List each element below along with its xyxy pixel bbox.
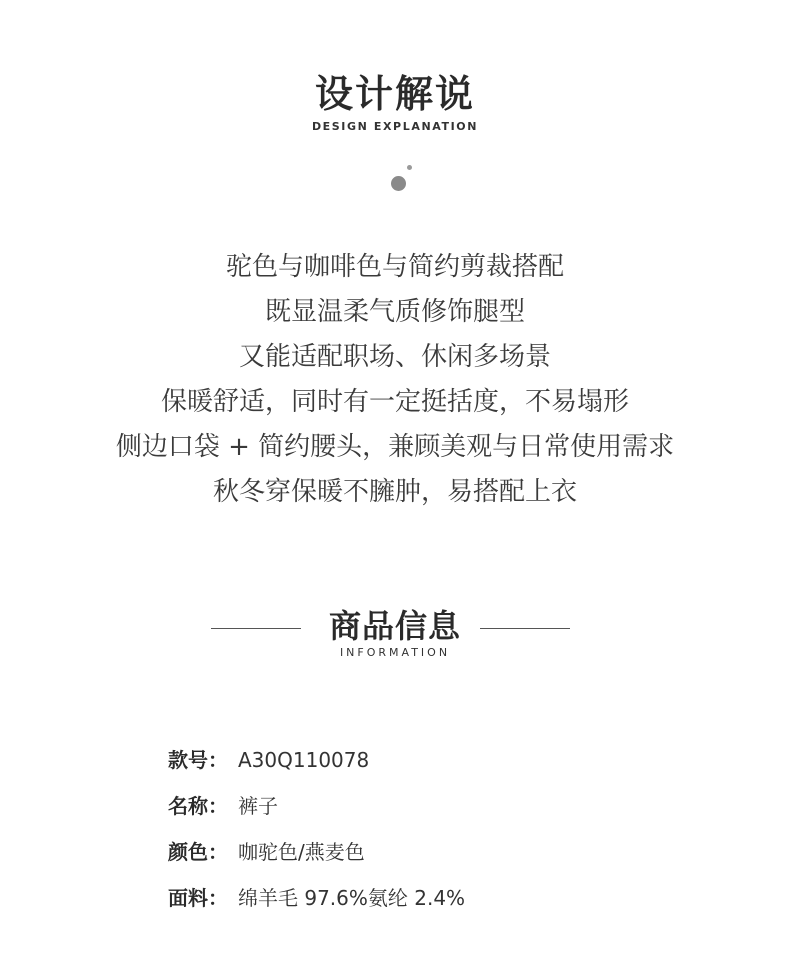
design-description-line: 保暖舒适，同时有一定挺括度，不易塌形	[160, 387, 629, 417]
spec-row-fabric	[168, 878, 465, 924]
spec-row-name	[168, 786, 465, 832]
design-description-line: 秋冬穿保暖不臃肿，易搭配上衣	[212, 477, 577, 507]
spec-value: 裤子	[238, 794, 278, 818]
spec-value: A30Q110078	[238, 748, 370, 772]
spec-label: 面料：	[168, 886, 228, 910]
design-description-list	[0, 245, 790, 515]
info-title-right-divider	[480, 628, 570, 629]
spec-label: 款号：	[168, 748, 228, 772]
spec-value: 绵羊毛 97.6%氨纶 2.4%	[238, 886, 466, 910]
spec-label: 名称：	[168, 794, 228, 818]
design-explanation-subtitle: DESIGN EXPLANATION	[311, 120, 479, 133]
product-spec-list	[168, 740, 465, 924]
product-information-title: 商品信息	[328, 607, 461, 645]
design-description-line: 既显温柔气质修饰腿型	[264, 297, 525, 327]
decorative-small-dot	[407, 165, 412, 170]
spec-row-style-number	[168, 740, 465, 786]
product-information-subtitle: INFORMATION	[339, 646, 451, 659]
spec-label: 颜色：	[168, 840, 228, 864]
spec-value: 咖驼色/燕麦色	[238, 840, 365, 864]
design-description-line: 又能适配职场、休闲多场景	[238, 342, 551, 372]
decorative-large-dot	[391, 176, 406, 191]
design-description-line: 侧边口袋 + 简约腰头，兼顾美观与日常使用需求	[115, 432, 675, 462]
design-explanation-title: 设计解说	[314, 72, 475, 116]
spec-row-color	[168, 832, 465, 878]
design-description-line: 驼色与咖啡色与简约剪裁搭配	[225, 252, 564, 282]
